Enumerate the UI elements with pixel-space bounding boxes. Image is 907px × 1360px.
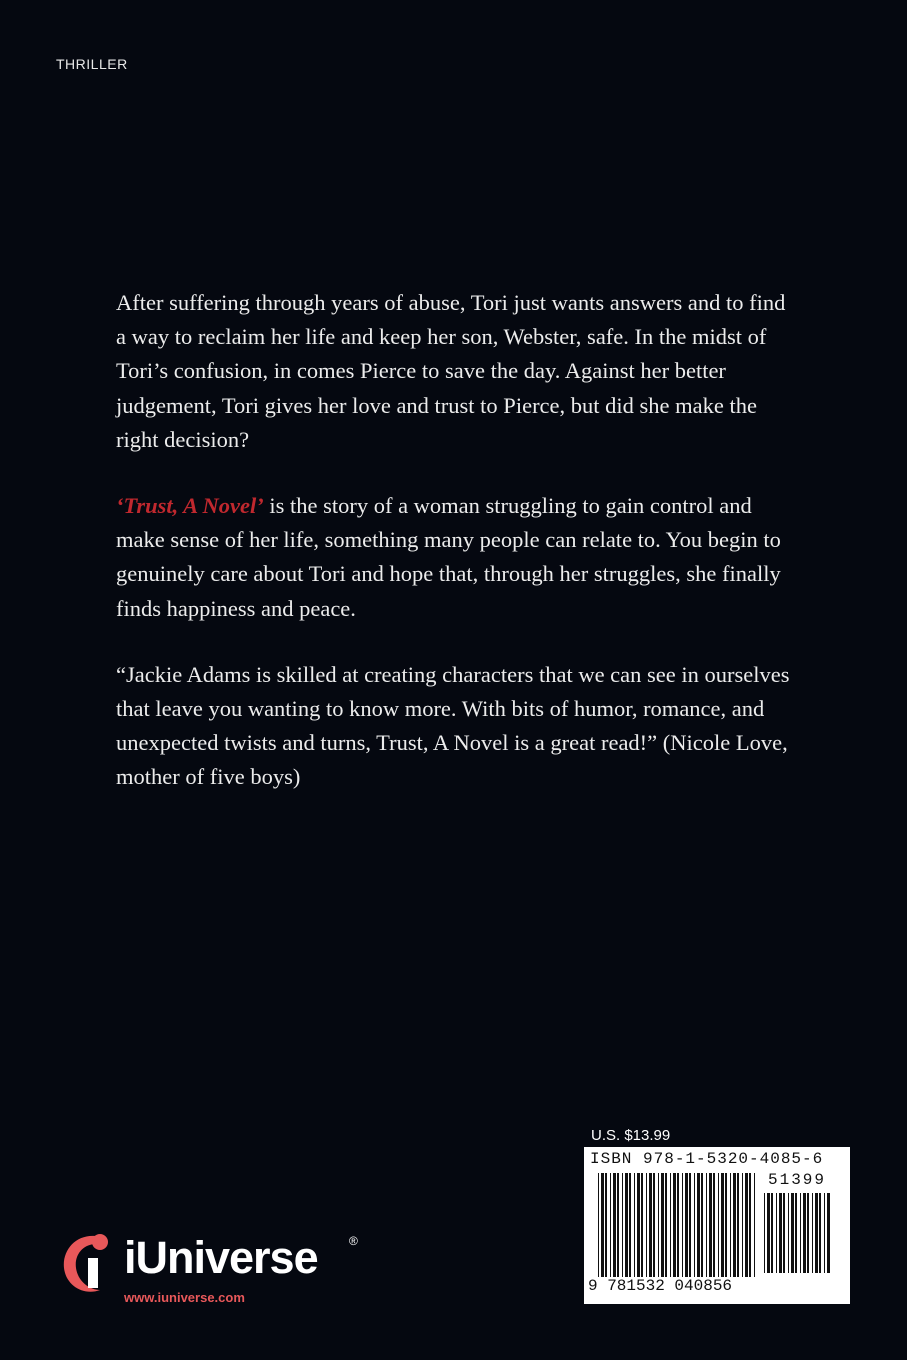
barcode-bar (815, 1193, 818, 1273)
barcode-bar (685, 1173, 688, 1277)
barcode-bar (718, 1173, 719, 1277)
barcode-bar (653, 1173, 655, 1277)
barcode-bar (713, 1173, 715, 1277)
blurb-paragraph-2-text: is the story of a woman struggling to gain control and make sense of her life, something many people can relate to. You begin to genuinely care about Tori and hope that, through her struggles, she finally finds happiness and peace. (116, 493, 781, 621)
barcode-bar (697, 1173, 700, 1277)
barcode-bar (827, 1193, 830, 1273)
barcode-bar (694, 1173, 695, 1277)
barcode-bar (749, 1173, 751, 1277)
barcode-bar (730, 1173, 731, 1277)
publisher-name: iUniverse (124, 1232, 318, 1283)
barcode-bar (634, 1173, 635, 1277)
barcode-bar (625, 1173, 628, 1277)
barcode-bar (812, 1193, 813, 1273)
price-label: U.S. $13.99 (591, 1127, 671, 1144)
barcode-bar (803, 1193, 806, 1273)
registered-mark: ® (349, 1234, 358, 1248)
barcode-bar (764, 1193, 765, 1273)
barcode-bar (673, 1173, 676, 1277)
barcode-bar (819, 1193, 821, 1273)
publisher-url: www.iuniverse.com (124, 1290, 245, 1305)
barcode-bar (706, 1173, 707, 1277)
barcode-bar (658, 1173, 659, 1277)
back-cover-blurb (116, 286, 796, 827)
review-quote: “Jackie Adams is skilled at creating characters that we can see in ourselves that leave you wanting to know more. With bits of humor, romance, and unexpected twists and turns, Trust, A Novel is a great read!” (Nicole Love, mother of five boys) (116, 661, 790, 790)
barcode-bar (646, 1173, 647, 1277)
barcode-bar (613, 1173, 616, 1277)
barcode-bar (641, 1173, 643, 1277)
barcode-bar (767, 1193, 770, 1273)
iuniverse-swirl-icon (56, 1228, 126, 1298)
barcode-bar (776, 1193, 777, 1273)
barcode-bar (670, 1173, 671, 1277)
barcode-bar (610, 1173, 611, 1277)
barcode-bar (721, 1173, 724, 1277)
publisher-logo (56, 1228, 366, 1308)
barcode-bar (742, 1173, 743, 1277)
barcode-bar (754, 1173, 755, 1277)
barcode-bar (605, 1173, 607, 1277)
addon-barcode-bars (764, 1193, 842, 1273)
barcode-bar (682, 1173, 683, 1277)
ean-barcode-bars (598, 1173, 758, 1277)
barcode-bar (725, 1173, 727, 1277)
isbn-text: ISBN 978-1-5320-4085-6 (590, 1150, 824, 1168)
barcode-bar (629, 1173, 631, 1277)
barcode-bar (800, 1193, 801, 1273)
barcode-bar (733, 1173, 736, 1277)
barcode-bar (824, 1193, 825, 1273)
barcode-bar (783, 1193, 785, 1273)
addon-digits: 51399 (768, 1171, 827, 1189)
barcode-bar (661, 1173, 664, 1277)
barcode-bar (677, 1173, 679, 1277)
book-title-emphasis: ‘Trust, A Novel’ (116, 493, 264, 519)
barcode-bar (737, 1173, 739, 1277)
barcode-bar (598, 1173, 599, 1277)
barcode-bar (779, 1193, 782, 1273)
barcode-bar (745, 1173, 748, 1277)
genre-label: THRILLER (56, 56, 128, 72)
barcode-bar (601, 1173, 604, 1277)
blurb-paragraph-1: After suffering through years of abuse, Tori just wants answers and to find a way to reclaim her life and keep her son, Webster, safe. In the midst of Tori’s confusion, in comes Pierce to save the day. Against her better judgement, Tori gives her love and trust to Pierce, but did she make the right decision? (116, 290, 786, 452)
isbn-barcode (584, 1147, 850, 1304)
blurb-paragraph-2 (116, 489, 796, 626)
barcode-bar (791, 1193, 794, 1273)
barcode-bar (622, 1173, 623, 1277)
barcode-bar (701, 1173, 703, 1277)
barcode-bar (689, 1173, 691, 1277)
barcode-bar (795, 1193, 797, 1273)
barcode-bar (807, 1193, 809, 1273)
barcode-bar (665, 1173, 667, 1277)
barcode-bar (788, 1193, 789, 1273)
barcode-bar (709, 1173, 712, 1277)
barcode-bar (637, 1173, 640, 1277)
ean-digits: 9 781532 040856 (588, 1277, 733, 1295)
barcode-bar (617, 1173, 619, 1277)
barcode-bar (649, 1173, 652, 1277)
barcode-bar (771, 1193, 773, 1273)
